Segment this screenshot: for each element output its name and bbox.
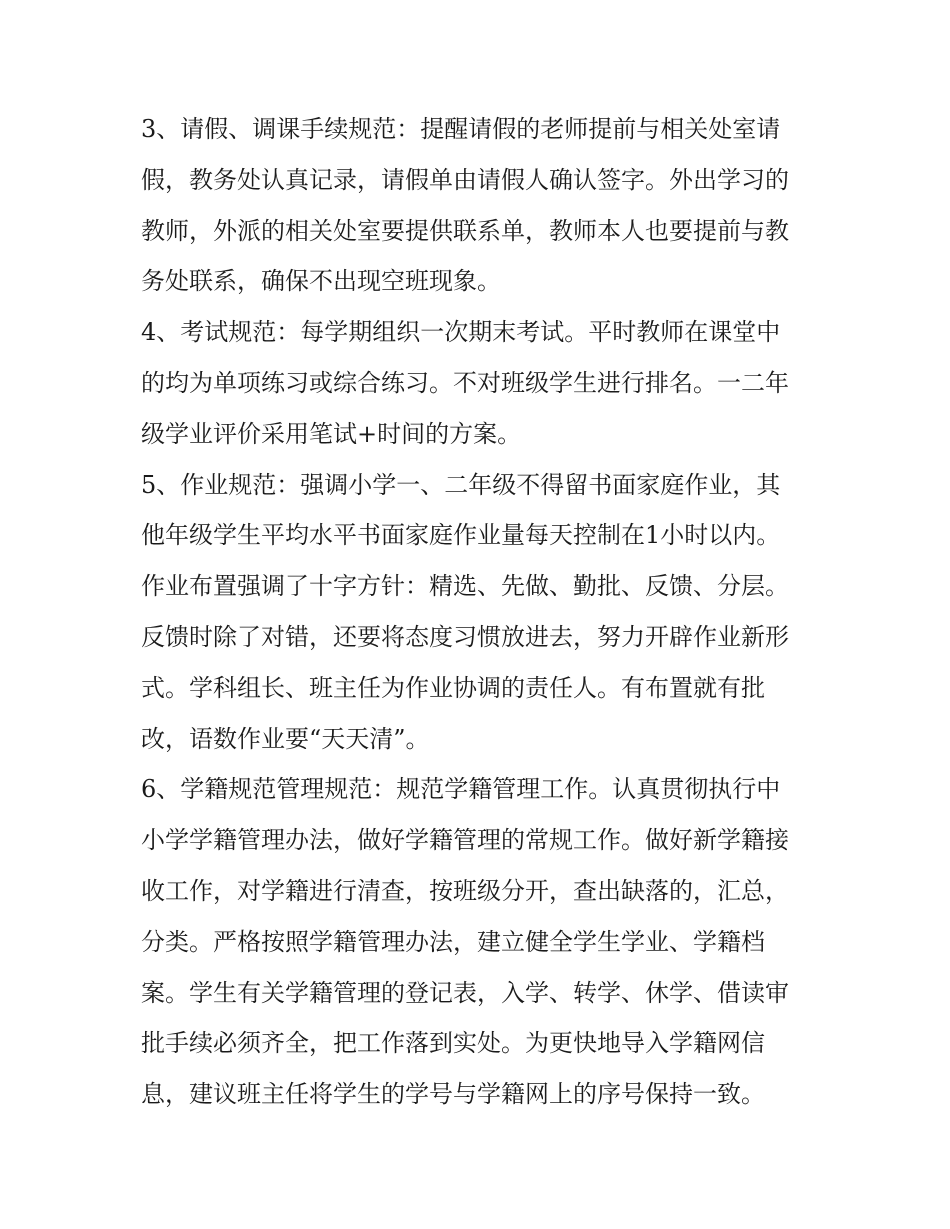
text-line: 案。学生有关学籍管理的登记表，入学、转学、休学、借读审 — [141, 978, 789, 1007]
text-line: 他年级学生平均水平书面家庭作业量每天控制在1小时以内。 — [141, 521, 781, 550]
text-line: 级学业评价采用笔试+时间的方案。 — [141, 419, 522, 448]
text-line: 4、考试规范：每学期组织一次期末考试。平时教师在课堂中 — [141, 318, 781, 347]
text-line: 作业布置强调了十字方针：精选、先做、勤批、反馈、分层。 — [141, 572, 789, 601]
text-line: 收工作，对学籍进行清查，按班级分开，查出缺落的，汇总， — [141, 876, 789, 905]
text-line: 6、学籍规范管理规范：规范学籍管理工作。认真贯彻执行中 — [141, 775, 781, 804]
text-line: 假，教务处认真记录，请假单由请假人确认签字。外出学习的 — [141, 165, 789, 194]
text-line: 3、请假、调课手续规范：提醒请假的老师提前与相关处室请 — [141, 115, 781, 143]
text-line: 反馈时除了对错，还要将态度习惯放进去，努力开辟作业新形 — [141, 622, 789, 651]
text-line: 的均为单项练习或综合练习。不对班级学生进行排名。一二年 — [141, 368, 789, 397]
document-body — [141, 104, 813, 1120]
text-line: 务处联系，确保不出现空班现象。 — [141, 267, 501, 296]
text-line: 改，语数作业要“天天清”。 — [141, 724, 430, 753]
text-line: 5、作业规范：强调小学一、二年级不得留书面家庭作业，其 — [141, 470, 781, 499]
text-line: 式。学科组长、班主任为作业协调的责任人。有布置就有批 — [141, 673, 765, 702]
text-line: 教师，外派的相关处室要提供联系单，教师本人也要提前与教 — [141, 216, 789, 245]
text-line: 分类。严格按照学籍管理办法，建立健全学生学业、学籍档 — [141, 927, 765, 956]
text-line: 批手续必须齐全，把工作落到实处。为更快地导入学籍网信 — [141, 1029, 765, 1058]
text-line: 息，建议班主任将学生的学号与学籍网上的序号保持一致。 — [141, 1080, 765, 1109]
text-line: 小学学籍管理办法，做好学籍管理的常规工作。做好新学籍接 — [141, 826, 789, 855]
